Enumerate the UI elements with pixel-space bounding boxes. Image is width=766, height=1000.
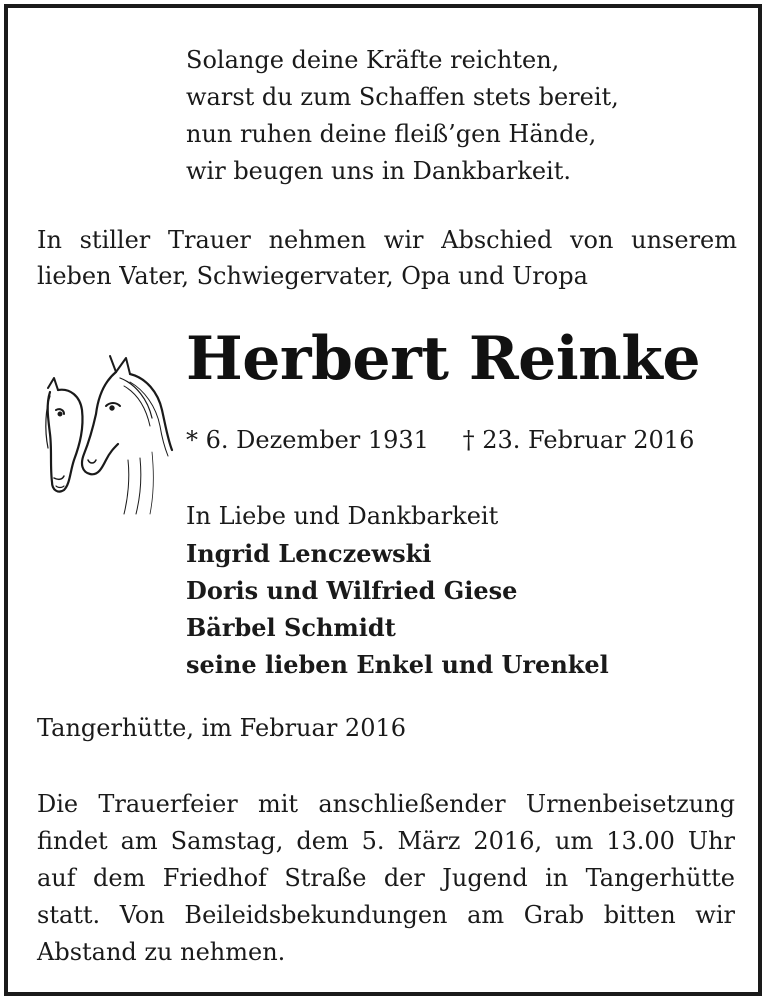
life-dates	[186, 426, 694, 454]
poem-line: Solange deine Kräfte reichten,	[186, 46, 560, 74]
death-date: † 23. Februar 2016	[462, 426, 695, 454]
poem	[186, 42, 619, 190]
obituary-frame	[4, 4, 762, 996]
mourner-name: seine lieben Enkel und Urenkel	[186, 650, 609, 679]
place-date: Tangerhütte, im Februar 2016	[37, 714, 406, 742]
intro-text	[37, 222, 737, 294]
horse-heads-drawing-icon	[40, 348, 180, 516]
intro-line: In stiller Trauer nehmen wir Abschied von unserem	[37, 226, 737, 254]
ceremony-line: auf dem Friedhof Straße der Jugend in Tangerhütte	[37, 864, 735, 892]
mourners-heading: In Liebe und Dankbarkeit	[186, 502, 499, 530]
mourner-name: Bärbel Schmidt	[186, 613, 396, 642]
mourner-name: Ingrid Lenczewski	[186, 539, 432, 568]
ceremony-text	[37, 786, 735, 971]
ceremony-line: Abstand zu nehmen.	[37, 938, 286, 966]
mourner-name: Doris und Wilfried Giese	[186, 576, 518, 605]
ceremony-line: findet am Samstag, dem 5. März 2016, um 13.00 Uhr	[37, 827, 735, 855]
intro-line: lieben Vater, Schwiegervater, Opa und Uropa	[37, 262, 588, 290]
poem-line: nun ruhen deine fleiß’gen Hände,	[186, 120, 597, 148]
ceremony-line: statt. Von Beileidsbekundungen am Grab bitten wir	[37, 901, 735, 929]
ceremony-line: Die Trauerfeier mit anschließender Urnenbeisetzung	[37, 790, 735, 818]
birth-date: * 6. Dezember 1931	[186, 426, 429, 454]
mourners	[186, 498, 609, 683]
deceased-name: Herbert Reinke	[186, 324, 701, 394]
poem-line: warst du zum Schaffen stets bereit,	[186, 83, 619, 111]
poem-line: wir beugen uns in Dankbarkeit.	[186, 157, 572, 185]
